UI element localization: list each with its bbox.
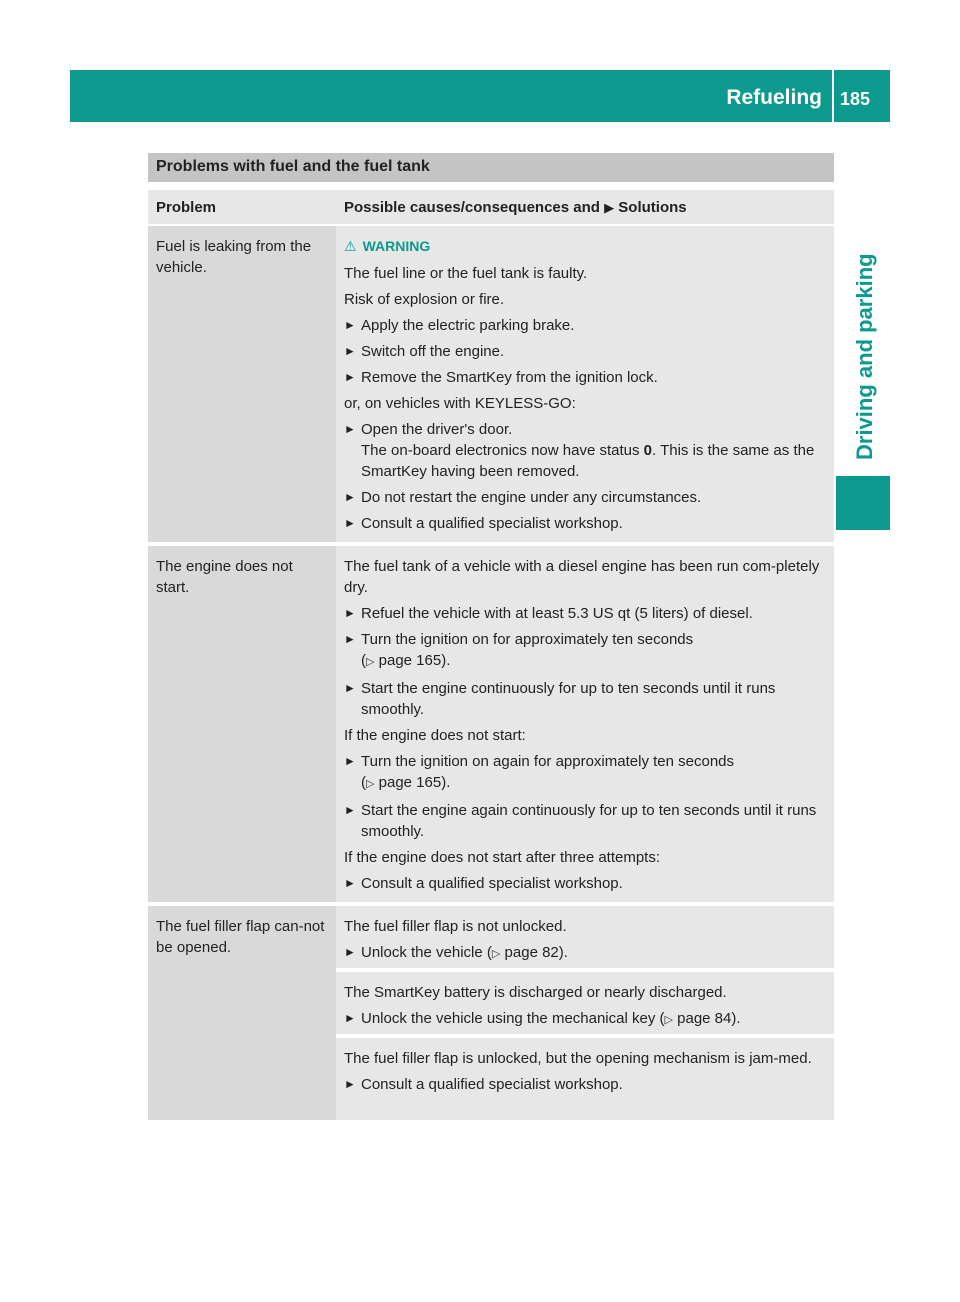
step-item	[344, 1074, 826, 1095]
step-arrow-icon: ►	[344, 945, 356, 959]
step-text: Start the engine again continuously for up to ten seconds until it runs smoothly.	[361, 802, 817, 840]
step-text: Apply the electric parking brake.	[361, 317, 575, 334]
step-item: ► Turn the ignition on for approximately ten seconds (▷ page 165).	[344, 631, 694, 669]
step-arrow-icon: ►	[344, 370, 356, 384]
step-item	[344, 800, 826, 842]
step-text: Remove the SmartKey from the ignition lock.	[361, 369, 658, 386]
step-note-end: . This is the same as the SmartKey having been removed.	[361, 442, 815, 480]
step-arrow-icon: ►	[344, 490, 356, 504]
problem-text: The fuel filler flap can-not be opened.	[156, 918, 325, 956]
condition-text: If the engine does not start:	[344, 727, 526, 744]
step-item	[344, 315, 826, 336]
problem-cell-fuel-leak	[148, 226, 336, 542]
step-arrow-icon: ►	[344, 803, 356, 817]
warning-label: WARNING	[362, 238, 431, 254]
problem-cell-filler-flap	[148, 906, 336, 1120]
cause-text: The fuel tank of a vehicle with a diesel engine has been run com-pletely dry.	[344, 558, 820, 596]
step-text: Turn the ignition on for approximately ten seconds	[361, 631, 694, 648]
step-item	[344, 603, 826, 624]
step-note: The on-board electronics now have status	[361, 442, 644, 459]
step-text: Start the engine continuously for up to ten seconds until it runs smoothly.	[361, 680, 776, 718]
solution-cell-battery-discharged	[336, 972, 834, 1034]
step-text: Unlock the vehicle using the mechanical key (	[361, 1010, 665, 1027]
side-tab-label: Driving and parking	[852, 253, 877, 460]
table-title: Problems with fuel and the fuel tank	[148, 153, 834, 182]
step-arrow-icon: ►	[344, 754, 356, 768]
step-text: Turn the ignition on again for approximately ten seconds	[361, 753, 735, 770]
cause-text: The SmartKey battery is discharged or nearly discharged.	[344, 984, 727, 1001]
step-arrow-icon: ►	[344, 681, 356, 695]
column-header-problem: Problem	[148, 190, 336, 224]
step-text: Consult a qualified specialist workshop.	[361, 1076, 623, 1093]
step-item	[344, 1008, 826, 1031]
step-arrow-icon: ►	[344, 516, 356, 530]
step-text: Open the driver's door.	[361, 421, 513, 438]
step-text: Consult a qualified specialist workshop.	[361, 875, 623, 892]
cause-text: The fuel line or the fuel tank is faulty.	[344, 265, 588, 282]
consequence-text: Risk of explosion or fire.	[344, 291, 505, 308]
step-arrow-icon: ►	[344, 606, 356, 620]
step-arrow-icon: ►	[344, 1011, 356, 1025]
play-arrow-icon: ▶	[604, 200, 615, 215]
step-item	[344, 513, 826, 534]
step-item	[344, 341, 826, 362]
warning-heading	[344, 236, 826, 257]
step-arrow-icon: ►	[344, 344, 356, 358]
step-arrow-icon: ►	[344, 632, 356, 646]
page-ref-icon: ▷	[664, 1014, 673, 1026]
step-text: Refuel the vehicle with at least 5.3 US qt (5 liters) of diesel.	[361, 605, 753, 622]
page-ref-icon: ▷	[366, 778, 375, 790]
step-item	[344, 487, 826, 508]
problem-text: The engine does not start.	[156, 558, 293, 596]
header-divider	[832, 70, 834, 122]
page-reference-link[interactable]: page 165).	[378, 652, 451, 669]
step-text: Switch off the engine.	[361, 343, 505, 360]
column-header-text: Possible causes/consequences and	[344, 199, 605, 216]
page-reference-link[interactable]: page 84).	[677, 1010, 741, 1027]
step-text: Do not restart the engine under any circumstances.	[361, 489, 702, 506]
side-tab-marker	[836, 476, 890, 530]
problem-cell-engine-not-start	[148, 546, 336, 902]
step-arrow-icon: ►	[344, 876, 356, 890]
page-reference-link[interactable]: page 82).	[504, 944, 568, 961]
column-header-text-2: Solutions	[614, 199, 687, 216]
page-number: 185	[840, 89, 871, 109]
step-item	[344, 419, 826, 482]
step-arrow-icon: ►	[344, 422, 356, 436]
cause-text: The fuel filler flap is unlocked, but the opening mechanism is jam-med.	[344, 1050, 812, 1067]
warning-triangle-icon: ⚠	[344, 238, 357, 254]
step-text: Consult a qualified specialist workshop.	[361, 515, 623, 532]
solution-cell-engine-not-start	[336, 546, 834, 902]
problem-text: Fuel is leaking from the vehicle.	[156, 238, 312, 276]
step-item	[344, 873, 826, 894]
solution-cell-flap-not-unlocked	[336, 906, 834, 968]
step-item	[344, 678, 826, 720]
condition-text: or, on vehicles with KEYLESS-GO:	[344, 395, 576, 412]
step-item: ► Turn the ignition on again for approximately ten seconds (▷ page 165).	[344, 753, 735, 791]
step-arrow-icon: ►	[344, 1077, 356, 1091]
cause-text: The fuel filler flap is not unlocked.	[344, 918, 567, 935]
section-title: Refueling	[726, 86, 822, 109]
solution-cell-fuel-leak	[336, 226, 834, 542]
step-arrow-icon: ►	[344, 318, 356, 332]
step-item	[344, 367, 826, 388]
column-header-solutions	[336, 190, 834, 224]
step-text: Unlock the vehicle (	[361, 944, 492, 961]
page-ref-icon: ▷	[366, 656, 375, 668]
page-ref-icon: ▷	[491, 948, 501, 960]
step-item	[344, 942, 826, 965]
page-reference-link[interactable]: page 165).	[378, 774, 451, 791]
solution-cell-mechanism-jammed	[336, 1038, 834, 1120]
condition-text: If the engine does not start after three attempts:	[344, 849, 661, 866]
status-value: 0	[643, 442, 652, 459]
